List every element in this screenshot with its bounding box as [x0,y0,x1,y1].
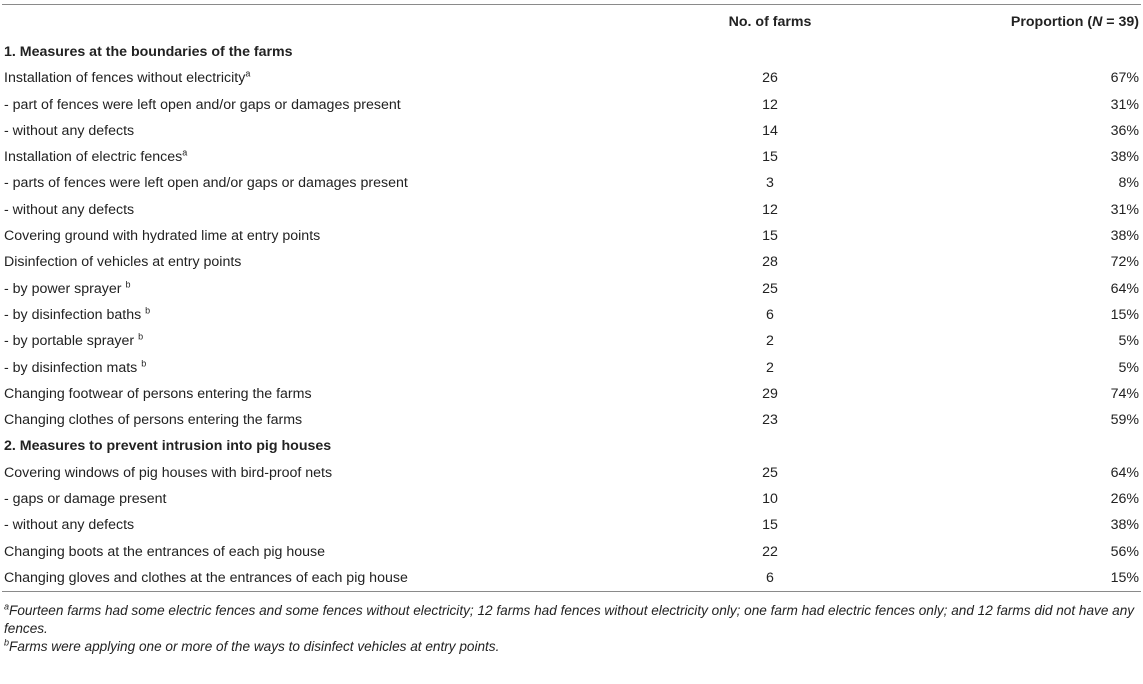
measure-label: Installation of fences without electricity$^a$ [4,68,251,87]
proportion-value: 64% [1110,280,1139,297]
proportion-value: 56% [1110,543,1139,560]
proportion-value: 38% [1110,228,1139,245]
header-no-of-farms: No. of farms [728,14,812,30]
measure-label: - without any defects [4,201,135,218]
header-measure [0,5,640,39]
measure-label: - by disinfection baths $^b$ [4,305,151,323]
table-row [0,355,1143,381]
header-row [0,5,1143,39]
farm-count [640,39,840,65]
proportion-value: 5% [1118,359,1139,376]
table-row [0,276,1143,302]
table-row [0,565,1143,591]
farm-count: 12 [762,96,778,113]
farm-count: 25 [762,280,778,297]
measure-label: Covering windows of pig houses with bird-proof nets [4,464,333,481]
measure-label: - by disinfection mats $^b$ [4,357,147,376]
farm-count: 10 [762,491,778,508]
footnotes [0,602,1143,656]
section-heading: 1. Measures at the boundaries of the farms [4,44,293,60]
farm-count: 12 [762,201,778,218]
farm-count: 25 [762,464,778,481]
footnote-b [0,638,1143,656]
farm-count: 14 [762,122,778,139]
proportion-value: 72% [1110,254,1139,271]
footnote-marker: b [125,278,131,289]
farm-count: 26 [762,70,778,87]
footnote-marker: b [141,357,147,368]
table-row [0,92,1143,118]
measure-label: - without any defects [4,122,135,139]
measure-label: Disinfection of vehicles at entry points [4,254,242,271]
proportion-value: 31% [1110,201,1139,218]
table-row [0,512,1143,538]
table-row [0,460,1143,486]
proportion-value: 67% [1110,70,1139,87]
proportion-value [840,433,1143,459]
footnote-mark: a [4,601,10,612]
proportion-value: 8% [1118,175,1139,192]
farm-count: 15 [762,149,778,166]
proportion-value: 5% [1118,333,1139,350]
table-row [0,486,1143,512]
farm-count [640,433,840,459]
proportion-value: 31% [1110,96,1139,113]
table-row [0,249,1143,275]
proportion-value: 64% [1110,464,1139,481]
proportion-value: 38% [1110,517,1139,534]
measure-label: - by portable sprayer $^b$ [4,331,144,350]
table-row [0,381,1143,407]
table-body [0,39,1143,591]
proportion-value [840,39,1143,65]
proportion-value: 15% [1110,306,1139,323]
section-row [0,39,1143,65]
measure-label: - parts of fences were left open and/or gaps or damages present [4,175,408,192]
table-row [0,539,1143,565]
table-row [0,118,1143,144]
footnote-text: Farms were applying one or more of the ways to disinfect vehicles at entry points. [9,639,500,655]
measure-label: Changing boots at the entrances of each pig house [4,543,326,560]
measure-label: - part of fences were left open and/or gaps or damages present [4,96,401,113]
footnote-marker: a [245,68,251,79]
farm-count: 15 [762,228,778,245]
farm-count: 2 [766,359,774,376]
farm-count: 3 [766,175,774,192]
proportion-value: 74% [1110,385,1139,402]
measure-label: Changing gloves and clothes at the entrances of each pig house [4,569,408,586]
farm-count: 23 [762,412,778,429]
farm-count: 6 [766,569,774,586]
header-proportion: Proportion (N = 39) [1010,14,1139,30]
footnote-marker: b [145,305,151,316]
farm-count: 28 [762,254,778,271]
measure-label: Covering ground with hydrated lime at entry points [4,228,321,245]
measure-label: Changing clothes of persons entering the farms [4,412,303,429]
farm-measures-table [0,5,1143,591]
footnote-a [0,602,1143,638]
measure-label: Changing footwear of persons entering the farms [4,385,312,402]
measure-label: Installation of electric fences$^a$ [4,147,188,166]
proportion-value: 36% [1110,122,1139,139]
proportion-value: 26% [1110,491,1139,508]
proportion-value: 38% [1110,149,1139,166]
farm-count: 2 [766,333,774,350]
section-row [0,433,1143,459]
proportion-value: 15% [1110,569,1139,586]
farm-count: 22 [762,543,778,560]
proportion-value: 59% [1110,412,1139,429]
table-row [0,197,1143,223]
section-heading: 2. Measures to prevent intrusion into pig houses [4,438,332,455]
table-row [0,65,1143,91]
farm-count: 15 [762,517,778,534]
footnote-marker: b [138,331,144,342]
measure-label: - without any defects [4,517,135,534]
table-row [0,302,1143,328]
table-row [0,328,1143,354]
footnote-text: Fourteen farms had some electric fences and some fences without electricity; 12 farms had fences without electricity only; one farm had electric fences only; and 12 farms did not have any fences. [4,603,1135,637]
table-row [0,144,1143,170]
measure-label: - gaps or damage present [4,491,167,508]
farm-count: 29 [762,385,778,402]
table-row [0,407,1143,433]
farm-count: 6 [766,306,774,323]
measure-label: - by power sprayer $^b$ [4,278,131,297]
footnote-marker: a [182,147,188,158]
footnote-mark: b [4,637,10,648]
table-row [0,170,1143,196]
table-row [0,223,1143,249]
